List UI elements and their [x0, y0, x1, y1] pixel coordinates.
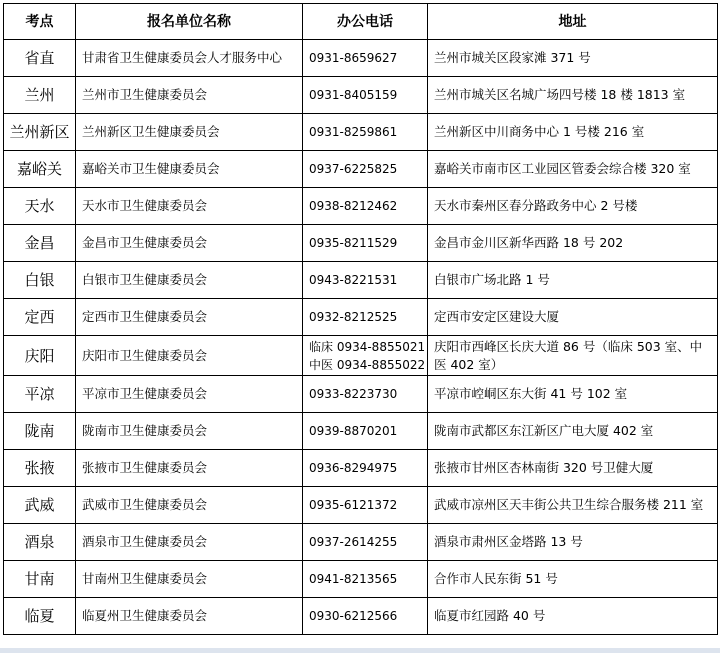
cell-phone: 0932-8212525 [303, 299, 428, 336]
cell-unit: 庆阳市卫生健康委员会 [76, 336, 303, 376]
cell-site: 兰州 [4, 77, 76, 114]
table-row [4, 450, 718, 487]
cell-site: 嘉峪关 [4, 151, 76, 188]
page-edge [0, 648, 720, 653]
cell-phone: 0931-8405159 [303, 77, 428, 114]
cell-address: 武威市凉州区天丰街公共卫生综合服务楼 211 室 [428, 487, 718, 524]
cell-address: 兰州新区中川商务中心 1 号楼 216 室 [428, 114, 718, 151]
cell-address: 嘉峪关市南市区工业园区管委会综合楼 320 室 [428, 151, 718, 188]
cell-unit: 陇南市卫生健康委员会 [76, 413, 303, 450]
cell-site: 张掖 [4, 450, 76, 487]
cell-address: 兰州市城关区段家滩 371 号 [428, 40, 718, 77]
header-address: 地址 [428, 4, 718, 40]
cell-phone: 0943-8221531 [303, 262, 428, 299]
header-unit: 报名单位名称 [76, 4, 303, 40]
cell-site: 省直 [4, 40, 76, 77]
cell-unit: 金昌市卫生健康委员会 [76, 225, 303, 262]
cell-unit: 临夏州卫生健康委员会 [76, 598, 303, 635]
cell-address: 庆阳市西峰区长庆大道 86 号（临床 503 室、中医 402 室） [428, 336, 718, 376]
exam-site-table [3, 3, 718, 635]
table-row [4, 561, 718, 598]
cell-unit: 嘉峪关市卫生健康委员会 [76, 151, 303, 188]
table-row [4, 225, 718, 262]
table-row [4, 40, 718, 77]
table-row [4, 376, 718, 413]
cell-unit: 定西市卫生健康委员会 [76, 299, 303, 336]
table-row [4, 598, 718, 635]
cell-address: 金昌市金川区新华西路 18 号 202 [428, 225, 718, 262]
cell-phone: 0939-8870201 [303, 413, 428, 450]
cell-site: 庆阳 [4, 336, 76, 376]
cell-phone: 0937-2614255 [303, 524, 428, 561]
table-row [4, 336, 718, 376]
table-row [4, 262, 718, 299]
table-row [4, 413, 718, 450]
cell-address: 定西市安定区建设大厦 [428, 299, 718, 336]
header-site: 考点 [4, 4, 76, 40]
cell-unit: 白银市卫生健康委员会 [76, 262, 303, 299]
cell-unit: 酒泉市卫生健康委员会 [76, 524, 303, 561]
cell-address: 临夏市红园路 40 号 [428, 598, 718, 635]
cell-phone: 0930-6212566 [303, 598, 428, 635]
table-row [4, 77, 718, 114]
table-header-row [4, 4, 718, 40]
cell-phone: 0931-8259861 [303, 114, 428, 151]
cell-address: 酒泉市肃州区金塔路 13 号 [428, 524, 718, 561]
table-row [4, 114, 718, 151]
cell-site: 陇南 [4, 413, 76, 450]
cell-unit: 兰州市卫生健康委员会 [76, 77, 303, 114]
phone-line: 中医 0934-8855022 [309, 357, 426, 372]
table-row [4, 299, 718, 336]
cell-unit: 甘南州卫生健康委员会 [76, 561, 303, 598]
cell-address: 合作市人民东街 51 号 [428, 561, 718, 598]
cell-phone: 0938-8212462 [303, 188, 428, 225]
cell-address: 平凉市崆峒区东大街 41 号 102 室 [428, 376, 718, 413]
cell-unit: 张掖市卫生健康委员会 [76, 450, 303, 487]
cell-phone: 0937-6225825 [303, 151, 428, 188]
table-row [4, 151, 718, 188]
table-row [4, 188, 718, 225]
cell-unit: 平凉市卫生健康委员会 [76, 376, 303, 413]
cell-phone: 0941-8213565 [303, 561, 428, 598]
cell-site: 甘南 [4, 561, 76, 598]
cell-address: 陇南市武都区东江新区广电大厦 402 室 [428, 413, 718, 450]
cell-site: 酒泉 [4, 524, 76, 561]
cell-site: 天水 [4, 188, 76, 225]
table-row [4, 524, 718, 561]
cell-phone: 0935-8211529 [303, 225, 428, 262]
cell-site: 金昌 [4, 225, 76, 262]
cell-unit: 武威市卫生健康委员会 [76, 487, 303, 524]
cell-site: 定西 [4, 299, 76, 336]
cell-phone: 0935-6121372 [303, 487, 428, 524]
cell-site: 临夏 [4, 598, 76, 635]
phone-line: 临床 0934-8855021 [309, 339, 426, 354]
cell-site: 白银 [4, 262, 76, 299]
cell-phone: 0931-8659627 [303, 40, 428, 77]
cell-unit: 甘肃省卫生健康委员会人才服务中心 [76, 40, 303, 77]
table-row [4, 487, 718, 524]
cell-address: 天水市秦州区春分路政务中心 2 号楼 [428, 188, 718, 225]
cell-phone: 0936-8294975 [303, 450, 428, 487]
header-phone: 办公电话 [303, 4, 428, 40]
cell-site: 平凉 [4, 376, 76, 413]
cell-unit: 兰州新区卫生健康委员会 [76, 114, 303, 151]
cell-site: 武威 [4, 487, 76, 524]
cell-address: 白银市广场北路 1 号 [428, 262, 718, 299]
cell-address: 张掖市甘州区杏林南街 320 号卫健大厦 [428, 450, 718, 487]
cell-unit: 天水市卫生健康委员会 [76, 188, 303, 225]
cell-phone [303, 336, 428, 376]
cell-address: 兰州市城关区名城广场四号楼 18 楼 1813 室 [428, 77, 718, 114]
cell-phone: 0933-8223730 [303, 376, 428, 413]
cell-site: 兰州新区 [4, 114, 76, 151]
